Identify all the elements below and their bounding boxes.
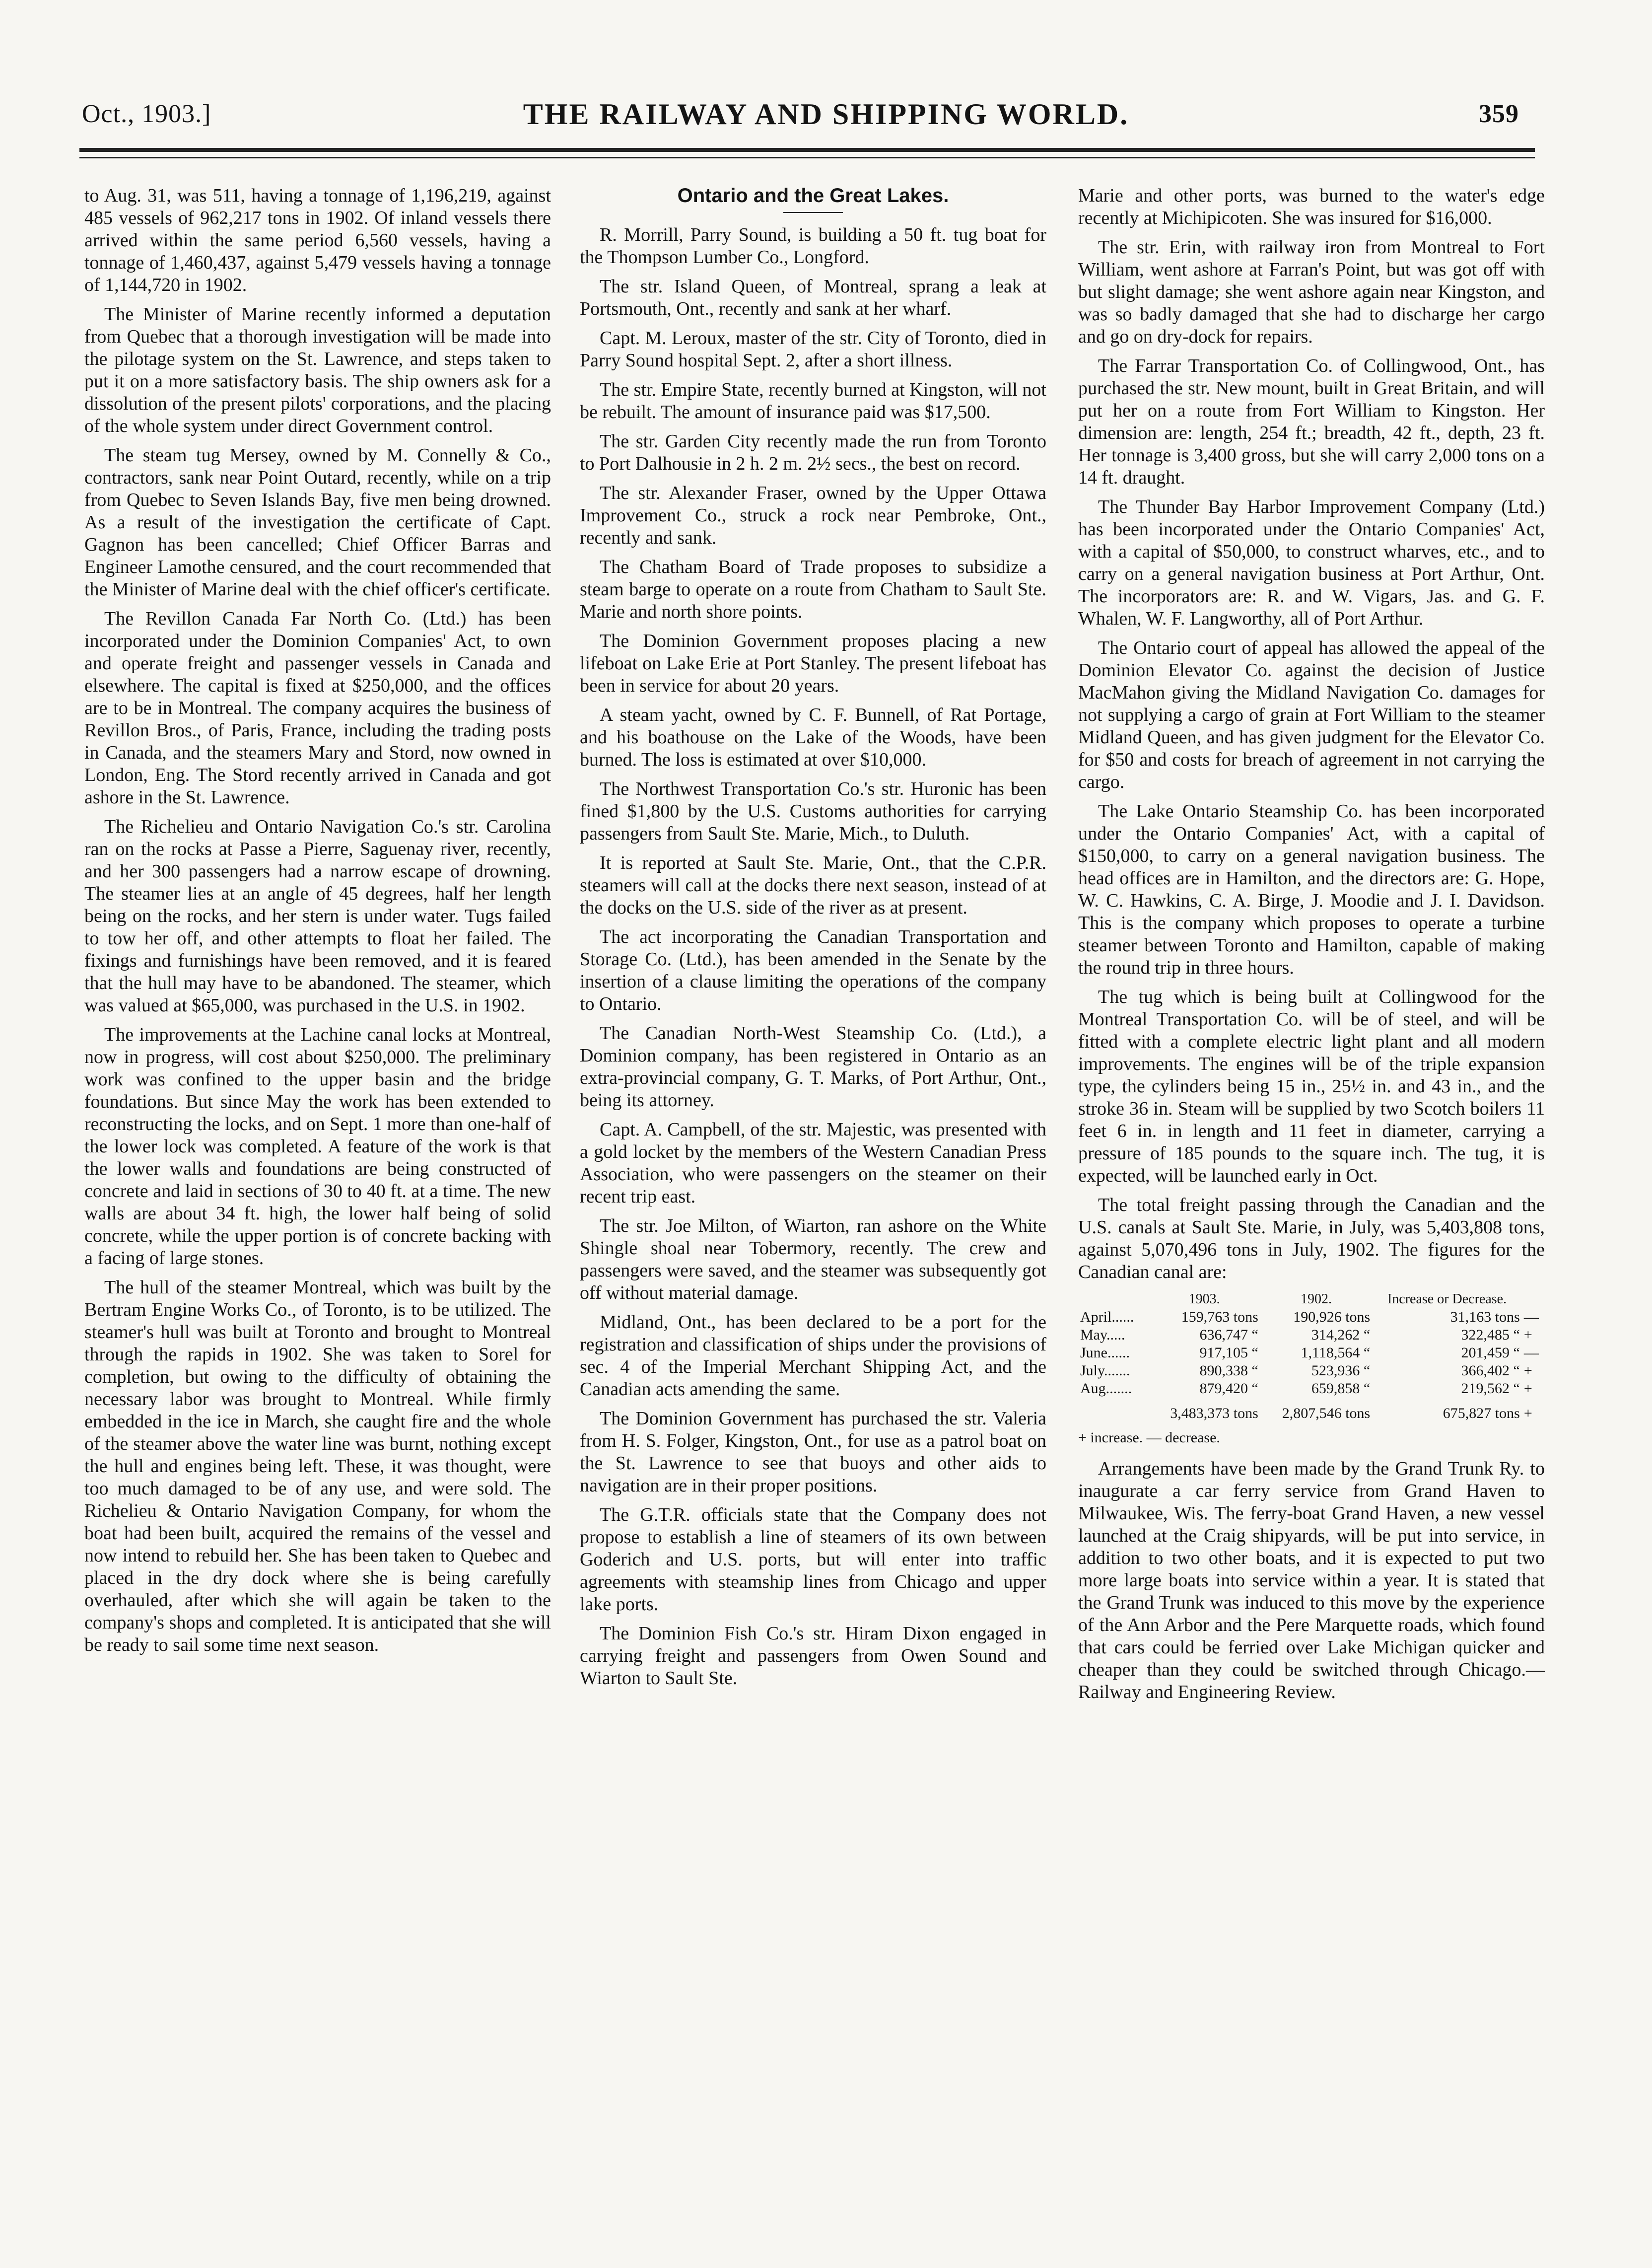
paragraph: The Richelieu and Ontario Navigation Co.'s str. Carolina ran on the rocks at Passe a Pierre, Saguenay river, recently, and her 300 passengers had a narrow escape of drowning. The steamer lies at an angle of 45 degrees, half her length being on the rocks, and her stern is under water. Tugs failed to tow her off, and other attempts to float her failed. The fixings and furnishings have been removed, and it is feared that the hull may have to be abandoned. The steamer, which was valued at $65,000, was purchased in the U.S. in 1902. — [84, 816, 551, 1016]
paragraph: to Aug. 31, was 511, having a tonnage of 1,196,219, against 485 vessels of 962,217 tons in 1902. Of inland vessels there arrived within the same period 6,560 vessels, having a tonnage of 1,460,437, against 5,479 vessels having a tonnage of 1,144,720 in 1902. — [84, 185, 551, 295]
change-cell: 219,562 “ — [1461, 1380, 1520, 1397]
page-number: 359 — [1479, 100, 1519, 128]
value-1902: 190,926 tons — [1293, 1309, 1371, 1325]
value-1902: 314,262 “ — [1311, 1327, 1371, 1343]
paragraph: Capt. A. Campbell, of the str. Majestic, was presented with a gold locket by the members of the Western Canadian Press Association, who were passengers on the steamer on their recent trip east. — [580, 1119, 1046, 1207]
table-row — [1078, 1344, 1545, 1362]
paragraph: The total freight passing through the Canadian and the U.S. canals at Sault Ste. Marie, in July, was 5,403,808 tons, against 5,070,496 tons in July, 1902. The figures for the Canadian canal are: — [1078, 1195, 1545, 1282]
column-1 — [84, 185, 551, 2196]
table-header: 1903. — [1188, 1291, 1220, 1307]
paragraph: R. Morrill, Parry Sound, is building a 50 ft. tug boat for the Thompson Lumber Co., Longford. — [580, 224, 1046, 268]
paragraph: The Northwest Transportation Co.'s str. Huronic has been fined $1,800 by the U.S. Customs authorities for carrying passengers from Sault Ste. Marie, Mich., to Duluth. — [580, 779, 1046, 844]
table-header: 1902. — [1301, 1291, 1332, 1307]
value-1902: 523,936 “ — [1311, 1362, 1371, 1379]
paragraph: The str. Garden City recently made the run from Toronto to Port Dalhousie in 2 h. 2 m. 2½ secs., the best on record. — [580, 431, 1046, 474]
section-heading: Ontario and the Great Lakes. — [677, 185, 949, 207]
paragraph: The Dominion Fish Co.'s str. Hiram Dixon engaged in carrying freight and passengers from Owen Sound and Wiarton to Sault Ste. — [580, 1623, 1046, 1689]
paragraph: Capt. M. Leroux, master of the str. City of Toronto, died in Parry Sound hospital Sept. 2, after a short illness. — [580, 328, 1046, 371]
paragraph: The Ontario court of appeal has allowed the appeal of the Dominion Elevator Co. against the decision of Justice MacMahon giving the Midland Navigation Co. damages for not supplying a cargo of grain at Fort William to the steamer Midland Queen, and has given judgment for the Elevator Co. for $50 and costs for breach of agreement in not carrying the cargo. — [1078, 638, 1545, 792]
total-1902: 2,807,546 tons — [1282, 1405, 1371, 1421]
paragraph: A steam yacht, owned by C. F. Bunnell, of Rat Portage, and his boathouse on the Lake of the Woods, have been burned. The loss is estimated at over $10,000. — [580, 705, 1046, 770]
total-1903: 3,483,373 tons — [1170, 1405, 1258, 1421]
paragraph: The tug which is being built at Collingwood for the Montreal Transportation Co. will be of steel, and will be fitted with a complete electric light plant and all modern improvements. The engines will be of the triple expansion type, the cylinders being 15 in., 25½ in. and 43 in., and the stroke 36 in. Steam will be supplied by two Scotch boilers 11 feet 6 in. in length and 11 feet in diameter, carrying a pressure of 185 pounds to the square inch. The tug, it is expected, will be launched early in Oct. — [1078, 987, 1545, 1186]
sign-cell: + — [1523, 1405, 1532, 1421]
table-legend: + increase. — decrease. — [1078, 1429, 1220, 1446]
value-1903: 636,747 “ — [1199, 1327, 1258, 1343]
table-row — [1078, 1380, 1545, 1398]
table-row — [1078, 1308, 1545, 1326]
paragraph: The Dominion Government proposes placing a new lifeboat on Lake Erie at Port Stanley. The present lifeboat has been in service for about 20 years. — [580, 631, 1046, 696]
paragraph: Arrangements have been made by the Grand Trunk Ry. to inaugurate a car ferry service from Grand Haven to Milwaukee, Wis. The ferry-boat Grand Haven, a new vessel launched at the Craig shipyards, will be put into service, in addition to two other boats, and it is expected to put two more large boats into service within a year. It is stated that the Grand Trunk was induced to this move by the experience of the Ann Arbor and the Pere Marquette roads, which found that cars could be ferried over Lake Michigan quicker and cheaper than they could be switched through Chicago.—Railway and Engineering Review. — [1078, 1458, 1545, 1702]
paragraph: The str. Island Queen, of Montreal, sprang a leak at Portsmouth, Ont., recently and sank at her wharf. — [580, 276, 1046, 319]
paragraph: The str. Alexander Fraser, owned by the Upper Ottawa Improvement Co., struck a rock near Pembroke, Ont., recently and sank. — [580, 483, 1046, 548]
sign-cell: + — [1523, 1362, 1532, 1379]
value-1903: 890,338 “ — [1199, 1362, 1258, 1379]
paragraph: The Chatham Board of Trade proposes to subsidize a steam barge to operate on a route from Chatham to Sault Ste. Marie and north shore points. — [580, 557, 1046, 622]
month-cell: May..... — [1080, 1327, 1125, 1343]
table-header: Increase or Decrease. — [1387, 1291, 1507, 1307]
sign-cell: — — [1523, 1345, 1539, 1361]
publication-title: THE RAILWAY AND SHIPPING WORLD. — [523, 98, 1129, 131]
heading-rule — [783, 212, 843, 213]
column-3 — [1078, 185, 1545, 2196]
table-total-row — [1078, 1398, 1545, 1422]
value-1902: 1,118,564 “ — [1301, 1345, 1371, 1361]
value-1903: 917,105 “ — [1199, 1345, 1258, 1361]
paragraph: The str. Erin, with railway iron from Montreal to Fort William, went ashore at Farran's Point, but was got off with but slight damage; she went ashore again near Kingston, and was so badly damaged that she had to discharge her cargo and go on dry-dock for repairs. — [1078, 237, 1545, 347]
paragraph: Midland, Ont., has been declared to be a port for the registration and classification of ships under the provisions of sec. 4 of the Imperial Merchant Shipping Act, and the Canadian acts amending the same. — [580, 1312, 1046, 1400]
change-cell: 31,163 tons — [1450, 1309, 1520, 1325]
table-header — [1522, 1290, 1545, 1308]
paragraph: The Canadian North-West Steamship Co. (Ltd.), a Dominion company, has been registered in Ontario as an extra-provincial company, G. T. Marks, of Port Arthur, Ont., being its attorney. — [580, 1023, 1046, 1111]
month-cell: April...... — [1080, 1309, 1134, 1325]
month-cell: June...... — [1080, 1345, 1130, 1361]
header-rule-thin — [79, 157, 1535, 158]
month-cell: Aug....... — [1080, 1380, 1132, 1397]
paragraph: The steam tug Mersey, owned by M. Connelly & Co., contractors, sank near Point Outard, recently, while on a trip from Quebec to Seven Islands Bay, five men being drowned. As a result of the investigation the certificate of Capt. Gagnon has been cancelled; Chief Officer Barras and Engineer Lamothe censured, and the court recommended that the Minister of Marine deal with the chief officer's certificate. — [84, 445, 551, 600]
value-1903: 879,420 “ — [1199, 1380, 1258, 1397]
paragraph: The G.T.R. officials state that the Company does not propose to establish a line of steamers of its own between Goderich and U.S. ports, but will enter into traffic agreements with steamship lines from Chicago and upper lake ports. — [580, 1504, 1046, 1615]
sign-cell: + — [1523, 1327, 1532, 1343]
paragraph: The Farrar Transportation Co. of Collingwood, Ont., has purchased the str. New mount, built in Great Britain, and will put her on a route from Fort William to Kingston. Her dimension are: length, 254 ft.; breadth, 42 ft., depth, 23 ft. Her tonnage is 3,400 gross, but she will carry 2,000 tons on a 14 ft. draught. — [1078, 355, 1545, 488]
paragraph: The Minister of Marine recently informed a deputation from Quebec that a thorough investigation will be made into the pilotage system on the St. Lawrence, and steps taken to put it on a more satisfactory basis. The ship owners ask for a dissolution of the present pilots' corporations, and the placing of the whole system under direct Government control. — [84, 304, 551, 436]
value-1902: 659,858 “ — [1311, 1380, 1371, 1397]
table-row — [1078, 1362, 1545, 1380]
month-cell — [1078, 1398, 1148, 1422]
issue-date: Oct., 1903.] — [82, 100, 211, 128]
paragraph: Marie and other ports, was burned to the water's edge recently at Michipicoten. She was insured for $16,000. — [1078, 185, 1545, 228]
paragraph: The hull of the steamer Montreal, which was built by the Bertram Engine Works Co., of Toronto, is to be utilized. The steamer's hull was built at Toronto and brought to Montreal through the rapids in 1902. She was taken to Sorel for completion, but owing to the difficulty of obtaining the necessary labor was brought to Montreal. While firmly embedded in the ice in March, she caught fire and the whole of the steamer above the water line was burnt, nothing except the hull and engines being left. These, it was thought, were too much damaged to be of any use, and were sold. The Richelieu & Ontario Navigation Company, for whom the boat had been built, acquired the remains of the vessel and now intend to rebuild her. She has been taken to Quebec and placed in the dry dock where she is being carefully overhauled, after which she will again be taken to the company's shops and completed. It is anticipated that she will be ready to sail some time next season. — [84, 1277, 551, 1655]
value-1903: 159,763 tons — [1181, 1309, 1258, 1325]
column-2 — [580, 185, 1046, 2196]
table-row — [1078, 1326, 1545, 1344]
paragraph: The Thunder Bay Harbor Improvement Company (Ltd.) has been incorporated under the Ontario Companies' Act, with a capital of $50,000, to construct wharves, etc., and to carry on a general navigation business at Port Arthur, Ont. The incorporators are: R. and W. Vigars, Jas. and G. F. Whalen, W. F. Langworthy, all of Port Arthur. — [1078, 496, 1545, 629]
paragraph: It is reported at Sault Ste. Marie, Ont., that the C.P.R. steamers will call at the docks there next season, instead of at the docks on the U.S. side of the river as at present. — [580, 852, 1046, 918]
paragraph: The Revillon Canada Far North Co. (Ltd.) has been incorporated under the Dominion Companies' Act, to own and operate freight and passenger vessels in Canada and elsewhere. The capital is fixed at $250,000, and the offices are to be in Montreal. The company acquires the business of Revillon Bros., of Paris, France, including the trading posts in Canada, and the steamers Mary and Stord, now owned in London, Eng. The Stord recently arrived in Canada and got ashore in the St. Lawrence. — [84, 608, 551, 808]
total-change: 675,827 tons — [1443, 1405, 1520, 1421]
paragraph: The Lake Ontario Steamship Co. has been incorporated under the Ontario Companies' Act, with a capital of $150,000, to carry on a general navigation business. The head offices are in Hamilton, and the directors are: G. Hope, W. C. Hawkins, C. A. Birge, J. Moodie and J. I. Davidson. This is the company which proposes to operate a turbine steamer between Toronto and Hamilton, capable of making the round trip in three hours. — [1078, 801, 1545, 978]
month-cell: July....... — [1080, 1362, 1130, 1379]
table-header-row — [1078, 1290, 1545, 1308]
header-rule-thick — [79, 148, 1535, 152]
paragraph: The str. Empire State, recently burned at Kingston, will not be rebuilt. The amount of insurance paid was $17,500. — [580, 379, 1046, 423]
paragraph: The Dominion Government has purchased the str. Valeria from H. S. Folger, Kingston, Ont., for use as a patrol boat on the St. Lawrence to see that buoys and other aids to navigation are in their proper positions. — [580, 1408, 1046, 1496]
change-cell: 201,459 “ — [1461, 1345, 1520, 1361]
table-header — [1078, 1290, 1148, 1308]
paragraph: The improvements at the Lachine canal locks at Montreal, now in progress, will cost about $250,000. The preliminary work was confined to the upper basin and the bridge foundations. But since May the work has been extended to reconstructing the locks, and on Sept. 1 more than one-half of the lower lock was completed. A feature of the work is that the lower walls and foundations are being constructed of concrete and laid in sections of 30 to 40 ft. at a time. The new walls are about 34 ft. high, the lower half being of solid concrete, while the upper portion is of concrete backing with a facing of large stones. — [84, 1024, 551, 1269]
sign-cell: — — [1523, 1309, 1539, 1325]
sign-cell: + — [1523, 1380, 1532, 1397]
change-cell: 322,485 “ — [1461, 1327, 1520, 1343]
paragraph: The str. Joe Milton, of Wiarton, ran ashore on the White Shingle shoal near Tobermory, recently. The crew and passengers were saved, and the steamer was subsequently got off without material damage. — [580, 1215, 1046, 1303]
paragraph: The act incorporating the Canadian Transportation and Storage Co. (Ltd.), has been amended in the Senate by the insertion of a clause limiting the operations of the company to Ontario. — [580, 926, 1046, 1014]
change-cell: 366,402 “ — [1461, 1362, 1520, 1379]
freight-table — [1078, 1290, 1545, 1422]
